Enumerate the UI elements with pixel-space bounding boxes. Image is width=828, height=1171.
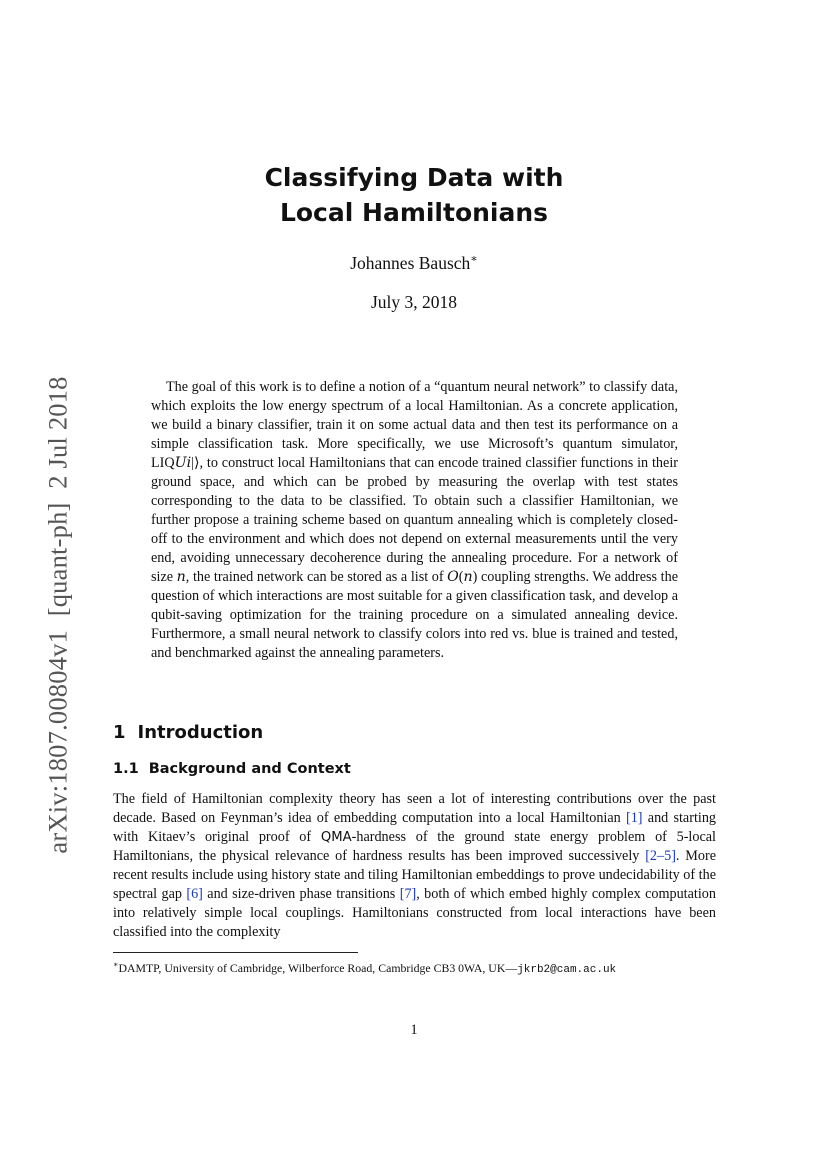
author-email[interactable]: jkrb2@cam.ac.uk — [517, 963, 617, 976]
title-line-1: Classifying Data with — [264, 163, 564, 192]
author-name: Johannes Bausch — [350, 252, 471, 273]
body-text-6: , both of which embed highly complex computation into relatively simple local couplings. Hamiltonians constructed from local interactions have been classified into the complexity — [113, 886, 716, 940]
citation-link[interactable]: [7] — [399, 886, 417, 902]
section-heading — [113, 722, 263, 743]
subsection-number: 1.1 — [113, 761, 139, 777]
section-number: 1 — [113, 722, 126, 743]
author-footnote-marker: ∗ — [470, 253, 478, 265]
arxiv-identifier: arXiv:1807.00804v1 [quant-ph] 2 Jul 2018 — [42, 376, 73, 854]
paper-title — [114, 160, 714, 230]
intro-paragraph — [113, 790, 716, 942]
title-line-2: Local Hamiltonians — [279, 198, 549, 227]
page-number: 1 — [410, 1022, 418, 1038]
author-line — [114, 252, 714, 274]
footnote-marker: ∗ — [113, 960, 119, 969]
body-text-3: -hardness of the ground state energy problem of 5-local Hamiltonians, the physical relevance of hardness results has been improved successively — [113, 829, 717, 864]
body-text-2: and starting with Kitaev’s original proof of — [113, 810, 717, 845]
citation-link[interactable]: [6] — [186, 886, 203, 902]
subsection-heading — [113, 761, 351, 777]
body-text-5: and size-driven phase transitions — [207, 886, 396, 902]
footnote-divider — [113, 952, 358, 953]
footnote-affiliation: DAMTP, University of Cambridge, Wilberforce Road, Cambridge CB3 0WA, UK— — [118, 960, 518, 975]
body-text-1: The field of Hamiltonian complexity theory has seen a lot of interesting contributions over the past decade. Based on Feynman’s idea of embedding computation into a local Hamiltonian — [113, 791, 716, 826]
footnote — [113, 957, 616, 978]
citation-link[interactable]: [1] — [625, 810, 643, 826]
subsection-title: Background and Context — [148, 761, 351, 777]
paper-date: July 3, 2018 — [370, 292, 458, 312]
complexity-class-qma: QMA — [320, 830, 352, 845]
body-text-4: . More recent results include using history state and tiling Hamiltonian embeddings to prove undecidability of the spectral gap — [113, 848, 716, 902]
abstract: The goal of this work is to define a notion of a “quantum neural network” to classify data, which exploits the low energy spectrum of a local Hamiltonian. As a concrete application, we build a binary classifier, train it on some actual data and then test its performance on a simple classification task. More specifically, we use Microsoft’s quantum simulator, LIQ𝑈𝑖|⟩, to construct local Hamiltonians that can encode trained classifier functions in their ground space, and which can be probed by measuring the overlap with test states corresponding to the data to be classified. To obtain such a classifier Hamiltonian, we further propose a training scheme based on quantum annealing which is completely closed-off to the environment and which does not depend on external measurements until the very end, avoiding unnecessary decoherence during the annealing procedure. For a network of size 𝑛, the trained network can be stored as a list of 𝑂(𝑛) coupling strengths. We address the question of which interactions are most suitable for a given classification task, and develop a qubit-saving optimization for the training procedure on a simulated annealing device. Furthermore, a small neural network to classify colors into red vs. blue is trained and tested, and benchmarked against the annealing parameters. — [151, 379, 678, 661]
section-title: Introduction — [137, 722, 264, 743]
citation-link[interactable]: [2–5] — [645, 848, 676, 864]
